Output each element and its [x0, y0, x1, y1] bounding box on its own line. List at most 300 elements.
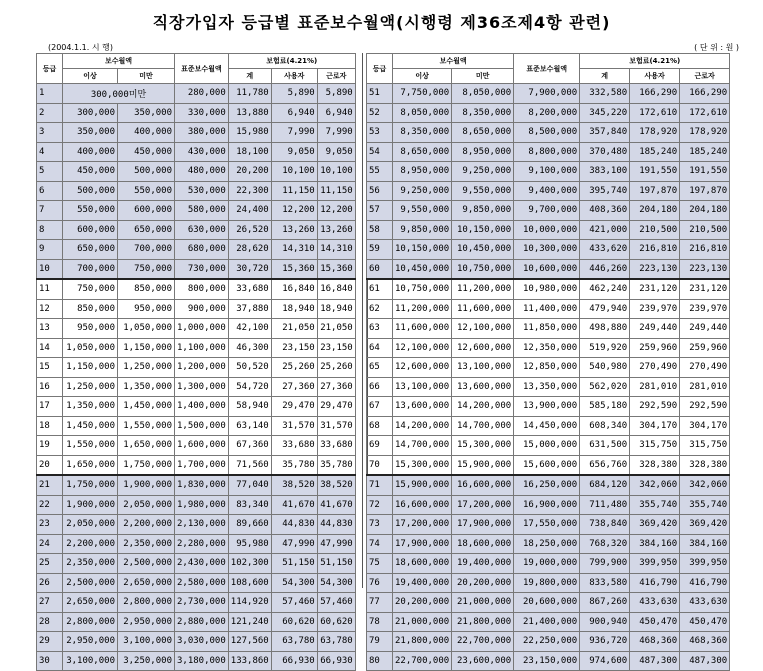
premium-total-cell: 22,300	[228, 181, 271, 201]
grade-cell: 78	[367, 612, 393, 632]
pay-under-cell: 13,100,000	[452, 358, 514, 378]
standard-pay-cell: 2,280,000	[175, 534, 229, 554]
grade-cell: 29	[37, 632, 63, 652]
worker-share-cell: 304,170	[680, 416, 730, 436]
premium-total-cell: 684,120	[580, 475, 630, 495]
employer-share-cell: 468,360	[630, 632, 680, 652]
pay-under-cell: 550,000	[118, 181, 175, 201]
table-row	[367, 142, 730, 162]
premium-total-cell: 433,620	[580, 240, 630, 260]
pay-over-cell: 17,900,000	[393, 534, 452, 554]
grade-cell: 70	[367, 455, 393, 475]
standard-pay-cell: 9,700,000	[514, 201, 580, 221]
under-header: 미만	[452, 69, 514, 84]
premium-total-cell: 974,600	[580, 651, 630, 671]
pay-under-cell: 950,000	[118, 299, 175, 319]
grade-cell: 16	[37, 377, 63, 397]
worker-share-cell: 231,120	[680, 279, 730, 299]
grade-cell: 12	[37, 299, 63, 319]
worker-share-cell: 355,740	[680, 495, 730, 515]
employer-share-cell: 185,240	[630, 142, 680, 162]
pay-over-cell: 550,000	[63, 201, 118, 221]
worker-share-cell: 197,870	[680, 181, 730, 201]
pay-over-cell: 10,750,000	[393, 279, 452, 299]
pay-under-cell: 8,950,000	[452, 142, 514, 162]
table-row	[37, 651, 356, 671]
standard-pay-cell: 10,300,000	[514, 240, 580, 260]
pay-under-cell: 2,650,000	[118, 573, 175, 593]
pay-over-cell: 2,050,000	[63, 515, 118, 535]
standard-pay-cell: 900,000	[175, 299, 229, 319]
employer-share-cell: 41,670	[271, 495, 317, 515]
standard-pay-cell: 380,000	[175, 123, 229, 143]
pay-under-cell: 9,550,000	[452, 181, 514, 201]
grade-cell: 69	[367, 436, 393, 456]
table-row	[37, 573, 356, 593]
employer-share-cell: 33,680	[271, 436, 317, 456]
premium-total-cell: 867,260	[580, 593, 630, 613]
worker-share-cell: 216,810	[680, 240, 730, 260]
employer-share-cell: 25,260	[271, 358, 317, 378]
premium-total-cell: 28,620	[228, 240, 271, 260]
employer-share-cell: 29,470	[271, 397, 317, 417]
table-row	[367, 612, 730, 632]
employer-share-cell: 328,380	[630, 455, 680, 475]
pay-under-cell: 10,750,000	[452, 259, 514, 279]
total-header: 계	[580, 69, 630, 84]
employer-share-cell: 63,780	[271, 632, 317, 652]
table-row	[367, 475, 730, 495]
table-row	[367, 162, 730, 182]
grade-cell: 71	[367, 475, 393, 495]
worker-header: 근로자	[680, 69, 730, 84]
worker-share-cell: 13,260	[317, 220, 355, 240]
table-row	[37, 377, 356, 397]
premium-total-cell: 114,920	[228, 593, 271, 613]
premium-total-cell: 58,940	[228, 397, 271, 417]
premium-total-cell: 63,140	[228, 416, 271, 436]
worker-share-cell: 342,060	[680, 475, 730, 495]
employer-share-cell: 9,050	[271, 142, 317, 162]
standard-pay-cell: 15,000,000	[514, 436, 580, 456]
employer-share-cell: 216,810	[630, 240, 680, 260]
premium-total-cell: 30,720	[228, 259, 271, 279]
premium-total-cell: 24,400	[228, 201, 271, 221]
table-row	[367, 593, 730, 613]
standard-pay-cell: 580,000	[175, 201, 229, 221]
worker-share-cell: 487,300	[680, 651, 730, 671]
table-row	[37, 181, 356, 201]
pay-over-cell: 650,000	[63, 240, 118, 260]
grade-cell: 17	[37, 397, 63, 417]
pay-under-cell: 1,900,000	[118, 475, 175, 495]
pay-under-cell: 12,100,000	[452, 319, 514, 339]
premium-total-cell: 83,340	[228, 495, 271, 515]
pay-under-cell: 850,000	[118, 279, 175, 299]
premium-header: 보험료(4.21%)	[228, 54, 355, 69]
grade-cell: 24	[37, 534, 63, 554]
table-row	[37, 220, 356, 240]
pay-over-cell: 2,500,000	[63, 573, 118, 593]
employer-share-cell: 270,490	[630, 358, 680, 378]
table-row	[367, 181, 730, 201]
table-row	[37, 142, 356, 162]
grade-cell: 30	[37, 651, 63, 671]
pay-under-cell: 3,250,000	[118, 651, 175, 671]
employer-share-cell: 27,360	[271, 377, 317, 397]
pay-under-cell: 600,000	[118, 201, 175, 221]
table-row	[37, 123, 356, 143]
grade-cell: 10	[37, 259, 63, 279]
grade-cell: 60	[367, 259, 393, 279]
pay-over-cell: 1,450,000	[63, 416, 118, 436]
premium-total-cell: 332,580	[580, 84, 630, 104]
standard-pay-cell: 11,400,000	[514, 299, 580, 319]
worker-share-cell: 259,960	[680, 338, 730, 358]
pay-under-cell: 15,900,000	[452, 455, 514, 475]
employer-share-cell: 342,060	[630, 475, 680, 495]
pay-over-cell: 22,700,000	[393, 651, 452, 671]
premium-total-cell: 33,680	[228, 279, 271, 299]
worker-share-cell: 35,780	[317, 455, 355, 475]
employer-header: 사용자	[630, 69, 680, 84]
standard-pay-cell: 13,350,000	[514, 377, 580, 397]
pay-over-cell: 1,250,000	[63, 377, 118, 397]
pay-under-cell: 450,000	[118, 142, 175, 162]
pay-over-cell: 850,000	[63, 299, 118, 319]
premium-total-cell: 370,480	[580, 142, 630, 162]
grade-cell: 18	[37, 416, 63, 436]
grade-cell: 61	[367, 279, 393, 299]
pay-over-cell: 9,550,000	[393, 201, 452, 221]
worker-share-cell: 31,570	[317, 416, 355, 436]
pay-under-cell: 2,800,000	[118, 593, 175, 613]
pay-over-cell: 1,650,000	[63, 455, 118, 475]
premium-total-cell: 408,360	[580, 201, 630, 221]
table-row	[367, 377, 730, 397]
worker-share-cell: 239,970	[680, 299, 730, 319]
grade-cell: 21	[37, 475, 63, 495]
employer-share-cell: 47,990	[271, 534, 317, 554]
worker-share-cell: 9,050	[317, 142, 355, 162]
grade-cell: 27	[37, 593, 63, 613]
pay-under-cell: 15,300,000	[452, 436, 514, 456]
pay-over-cell: 1,150,000	[63, 358, 118, 378]
employer-share-cell: 15,360	[271, 259, 317, 279]
worker-share-cell: 468,360	[680, 632, 730, 652]
employer-share-cell: 231,120	[630, 279, 680, 299]
pay-range-header: 보수월액	[63, 54, 175, 69]
premium-total-cell: 585,180	[580, 397, 630, 417]
standard-pay-cell: 2,730,000	[175, 593, 229, 613]
standard-pay-cell: 1,300,000	[175, 377, 229, 397]
pay-over-cell: 2,200,000	[63, 534, 118, 554]
table-row	[367, 397, 730, 417]
pay-over-cell: 10,450,000	[393, 259, 452, 279]
grade-cell: 19	[37, 436, 63, 456]
worker-share-cell: 292,590	[680, 397, 730, 417]
employer-share-cell: 60,620	[271, 612, 317, 632]
pay-over-cell: 21,800,000	[393, 632, 452, 652]
pay-under-cell: 20,200,000	[452, 573, 514, 593]
table-row	[367, 534, 730, 554]
grade-cell: 15	[37, 358, 63, 378]
table-row	[37, 554, 356, 574]
premium-total-cell: 519,920	[580, 338, 630, 358]
standard-pay-cell: 15,600,000	[514, 455, 580, 475]
worker-share-cell: 7,990	[317, 123, 355, 143]
pay-over-cell: 20,200,000	[393, 593, 452, 613]
standard-pay-cell: 1,700,000	[175, 455, 229, 475]
table-row	[37, 632, 356, 652]
pay-over-cell: 14,200,000	[393, 416, 452, 436]
under-header: 미만	[118, 69, 175, 84]
grade-header: 등급	[367, 54, 393, 84]
unit-note: ( 단 위 : 원 )	[694, 43, 739, 52]
standard-pay-cell: 21,400,000	[514, 612, 580, 632]
standard-pay-header: 표준보수월액	[514, 54, 580, 84]
pay-over-cell: 17,200,000	[393, 515, 452, 535]
standard-pay-cell: 9,400,000	[514, 181, 580, 201]
grade-cell: 76	[367, 573, 393, 593]
table-row	[37, 593, 356, 613]
worker-share-cell: 249,440	[680, 319, 730, 339]
worker-share-cell: 178,920	[680, 123, 730, 143]
worker-header: 근로자	[317, 69, 355, 84]
table-row	[37, 279, 356, 299]
grade-cell: 79	[367, 632, 393, 652]
standard-pay-cell: 16,250,000	[514, 475, 580, 495]
grade-cell: 77	[367, 593, 393, 613]
employer-share-cell: 223,130	[630, 259, 680, 279]
worker-share-cell: 10,100	[317, 162, 355, 182]
table-row	[37, 299, 356, 319]
employer-share-cell: 433,630	[630, 593, 680, 613]
pay-under-cell: 8,050,000	[452, 84, 514, 104]
grade-cell: 65	[367, 358, 393, 378]
employer-share-cell: 14,310	[271, 240, 317, 260]
employer-share-cell: 369,420	[630, 515, 680, 535]
premium-total-cell: 42,100	[228, 319, 271, 339]
standard-pay-cell: 19,800,000	[514, 573, 580, 593]
grade-cell: 74	[367, 534, 393, 554]
grade-cell: 4	[37, 142, 63, 162]
employer-share-cell: 5,890	[271, 84, 317, 104]
pay-over-cell: 300,000	[63, 103, 118, 123]
standard-pay-cell: 630,000	[175, 220, 229, 240]
table-row	[367, 554, 730, 574]
pay-over-cell: 15,300,000	[393, 455, 452, 475]
table-row	[37, 475, 356, 495]
worker-share-cell: 15,360	[317, 259, 355, 279]
pay-over-cell: 3,100,000	[63, 651, 118, 671]
premium-total-cell: 833,580	[580, 573, 630, 593]
employer-share-cell: 12,200	[271, 201, 317, 221]
premium-total-cell: 656,760	[580, 455, 630, 475]
grade-cell: 68	[367, 416, 393, 436]
worker-share-cell: 14,310	[317, 240, 355, 260]
premium-total-cell: 127,560	[228, 632, 271, 652]
standard-pay-cell: 10,000,000	[514, 220, 580, 240]
employer-share-cell: 23,150	[271, 338, 317, 358]
pay-under-cell: 1,250,000	[118, 358, 175, 378]
table-row	[367, 358, 730, 378]
table-row	[37, 259, 356, 279]
pay-under-cell: 13,600,000	[452, 377, 514, 397]
pay-under-cell: 10,150,000	[452, 220, 514, 240]
pay-over-cell: 2,800,000	[63, 612, 118, 632]
grade-cell: 26	[37, 573, 63, 593]
standard-pay-cell: 12,850,000	[514, 358, 580, 378]
grade-cell: 59	[367, 240, 393, 260]
worker-share-cell: 66,930	[317, 651, 355, 671]
table-row	[367, 240, 730, 260]
pay-over-cell: 15,900,000	[393, 475, 452, 495]
worker-share-cell: 38,520	[317, 475, 355, 495]
standard-pay-cell: 11,850,000	[514, 319, 580, 339]
standard-pay-cell: 730,000	[175, 259, 229, 279]
grade-cell: 57	[367, 201, 393, 221]
premium-total-cell: 768,320	[580, 534, 630, 554]
table-row	[37, 338, 356, 358]
standard-pay-cell: 3,030,000	[175, 632, 229, 652]
employer-share-cell: 166,290	[630, 84, 680, 104]
table-row	[367, 632, 730, 652]
table-row	[367, 338, 730, 358]
pay-under-cell: 11,600,000	[452, 299, 514, 319]
pay-under-cell: 23,600,000	[452, 651, 514, 671]
worker-share-cell: 433,630	[680, 593, 730, 613]
premium-total-cell: 479,940	[580, 299, 630, 319]
pay-over-cell: 9,850,000	[393, 220, 452, 240]
table-row	[367, 103, 730, 123]
worker-share-cell: 18,940	[317, 299, 355, 319]
worker-share-cell: 223,130	[680, 259, 730, 279]
employer-share-cell: 11,150	[271, 181, 317, 201]
pay-under-cell: 10,450,000	[452, 240, 514, 260]
pay-under-cell: 17,200,000	[452, 495, 514, 515]
grade-cell: 54	[367, 142, 393, 162]
employer-share-cell: 204,180	[630, 201, 680, 221]
pay-under-cell: 21,800,000	[452, 612, 514, 632]
grade-cell: 3	[37, 123, 63, 143]
premium-total-cell: 20,200	[228, 162, 271, 182]
pay-under-cell: 650,000	[118, 220, 175, 240]
grade-cell: 11	[37, 279, 63, 299]
worker-share-cell: 12,200	[317, 201, 355, 221]
total-header: 계	[228, 69, 271, 84]
employer-share-cell: 13,260	[271, 220, 317, 240]
pay-range-header: 보수월액	[393, 54, 514, 69]
table-row	[367, 259, 730, 279]
standard-pay-cell: 1,830,000	[175, 475, 229, 495]
standard-pay-cell: 18,250,000	[514, 534, 580, 554]
grade-cell: 62	[367, 299, 393, 319]
standard-pay-cell: 13,900,000	[514, 397, 580, 417]
table-row	[367, 573, 730, 593]
table-row	[37, 201, 356, 221]
premium-total-cell: 900,940	[580, 612, 630, 632]
grade-cell: 73	[367, 515, 393, 535]
premium-total-cell: 13,880	[228, 103, 271, 123]
table-row	[367, 299, 730, 319]
premium-total-cell: 395,740	[580, 181, 630, 201]
worker-share-cell: 191,550	[680, 162, 730, 182]
pay-under-cell: 16,600,000	[452, 475, 514, 495]
standard-pay-cell: 1,000,000	[175, 319, 229, 339]
table-row	[37, 612, 356, 632]
worker-share-cell: 25,260	[317, 358, 355, 378]
grade-cell: 6	[37, 181, 63, 201]
pay-over-cell: 1,350,000	[63, 397, 118, 417]
employer-share-cell: 44,830	[271, 515, 317, 535]
premium-total-cell: 11,780	[228, 84, 271, 104]
standard-pay-header: 표준보수월액	[175, 54, 229, 84]
employer-share-cell: 416,790	[630, 573, 680, 593]
employer-share-cell: 66,930	[271, 651, 317, 671]
standard-pay-cell: 1,100,000	[175, 338, 229, 358]
effective-date-note: (2004.1.1. 시 행)	[48, 43, 113, 52]
worker-share-cell: 21,050	[317, 319, 355, 339]
worker-share-cell: 33,680	[317, 436, 355, 456]
pay-over-cell: 8,950,000	[393, 162, 452, 182]
grade-cell: 1	[37, 84, 63, 104]
pay-over-cell: 10,150,000	[393, 240, 452, 260]
standard-pay-cell: 1,400,000	[175, 397, 229, 417]
worker-share-cell: 172,610	[680, 103, 730, 123]
worker-share-cell: 41,670	[317, 495, 355, 515]
pay-under-cell: 1,150,000	[118, 338, 175, 358]
employer-share-cell: 384,160	[630, 534, 680, 554]
pay-under-cell: 11,200,000	[452, 279, 514, 299]
pay-over-cell: 8,050,000	[393, 103, 452, 123]
premium-total-cell: 46,300	[228, 338, 271, 358]
employer-share-cell: 249,440	[630, 319, 680, 339]
pay-under-cell: 2,350,000	[118, 534, 175, 554]
premium-total-cell: 462,240	[580, 279, 630, 299]
pay-over-cell: 12,600,000	[393, 358, 452, 378]
employer-share-cell: 487,300	[630, 651, 680, 671]
pay-under-cell: 2,050,000	[118, 495, 175, 515]
grade-cell: 56	[367, 181, 393, 201]
worker-share-cell: 27,360	[317, 377, 355, 397]
employer-share-cell: 10,100	[271, 162, 317, 182]
premium-total-cell: 67,360	[228, 436, 271, 456]
grade-cell: 75	[367, 554, 393, 574]
worker-share-cell: 166,290	[680, 84, 730, 104]
standard-pay-cell: 22,250,000	[514, 632, 580, 652]
standard-pay-cell: 17,550,000	[514, 515, 580, 535]
pay-over-cell: 450,000	[63, 162, 118, 182]
pay-under-cell: 12,600,000	[452, 338, 514, 358]
employer-share-cell: 178,920	[630, 123, 680, 143]
table-row	[367, 416, 730, 436]
table-row	[367, 495, 730, 515]
standard-pay-cell: 23,150,000	[514, 651, 580, 671]
grade-cell: 22	[37, 495, 63, 515]
employer-share-cell: 38,520	[271, 475, 317, 495]
pay-over-cell: 500,000	[63, 181, 118, 201]
premium-total-cell: 799,900	[580, 554, 630, 574]
grade-header: 등급	[37, 54, 63, 84]
pay-over-cell: 400,000	[63, 142, 118, 162]
employer-share-cell: 6,940	[271, 103, 317, 123]
grade-cell: 80	[367, 651, 393, 671]
grade-cell: 67	[367, 397, 393, 417]
worker-share-cell: 281,010	[680, 377, 730, 397]
employer-share-cell: 239,970	[630, 299, 680, 319]
standard-pay-cell: 8,200,000	[514, 103, 580, 123]
